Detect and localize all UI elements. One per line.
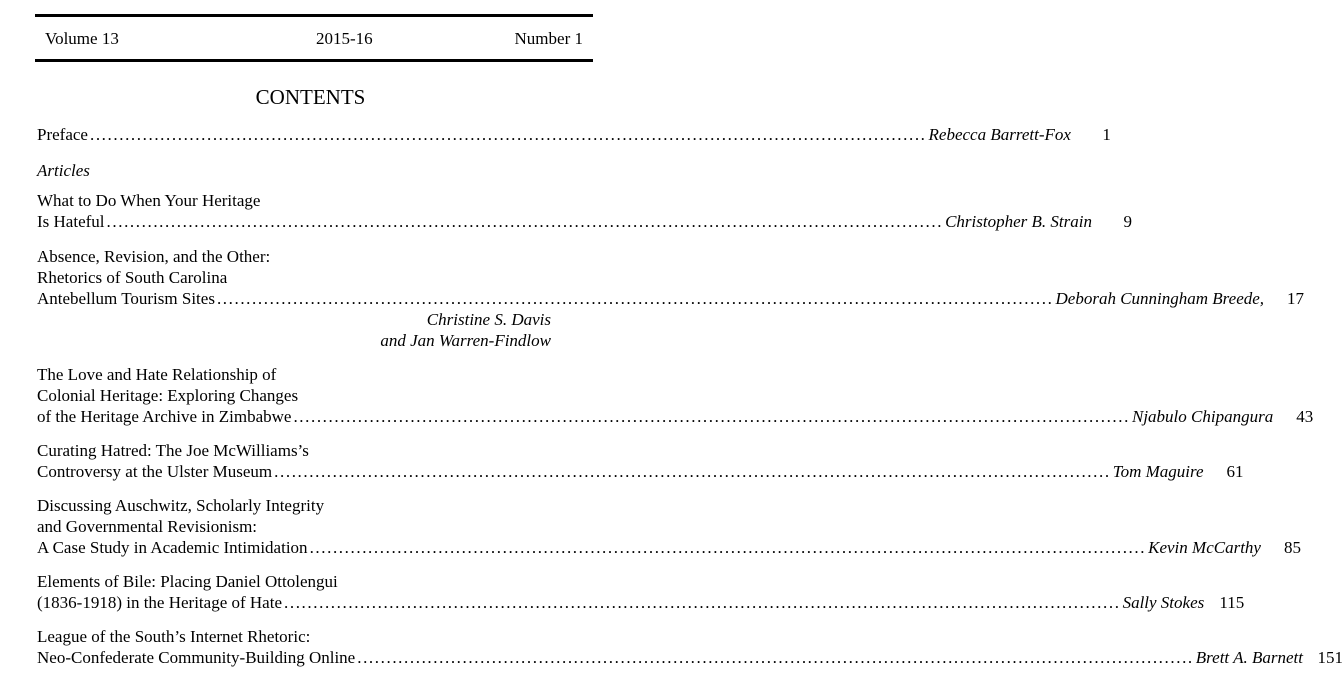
contents-title: CONTENTS xyxy=(255,85,366,109)
entry-title-line: Controversy at the Ulster Museum xyxy=(37,462,273,481)
entry-title-line: Antebellum Tourism Sites xyxy=(37,289,215,308)
entry-title-line: (1836-1918) in the Heritage of Hate xyxy=(37,593,282,612)
toc-entry[interactable] xyxy=(37,440,1244,482)
entry-title-line: Preface xyxy=(37,125,88,144)
entry-title-line: Elements of Bile: Placing Daniel Ottolengui xyxy=(37,572,338,591)
entry-title-line: League of the South’s Internet Rhetoric: xyxy=(37,627,311,646)
entry-page: 61 xyxy=(1226,462,1244,481)
table-of-contents xyxy=(37,124,1343,668)
toc-entry[interactable] xyxy=(37,364,1314,427)
volume-label: Volume 13 xyxy=(45,29,119,48)
entry-author: Tom Maguire xyxy=(1112,462,1204,481)
entry-title-line: Neo-Confederate Community-Building Online xyxy=(37,648,356,667)
entry-author: Christine S. Davis xyxy=(426,310,551,329)
journal-header xyxy=(35,29,593,51)
entry-author: Sally Stokes xyxy=(1122,593,1205,612)
toc-entry[interactable] xyxy=(37,190,1132,232)
toc-entry[interactable] xyxy=(37,246,1305,351)
entry-author: Deborah Cunningham Breede, xyxy=(1055,289,1265,308)
toc-entry[interactable] xyxy=(37,571,1245,613)
entry-title-line: Curating Hatred: The Joe McWilliams’s xyxy=(37,441,309,460)
toc-entry[interactable] xyxy=(37,626,1343,668)
leader-dots: ............................................................................................................................................... xyxy=(89,125,927,144)
entry-title-line: Colonial Heritage: Exploring Changes xyxy=(37,386,299,405)
leader-dots: ............................................................................................................................................... xyxy=(309,538,1147,557)
entry-title-line: Is Hateful xyxy=(37,212,105,231)
entry-page: 9 xyxy=(1123,212,1132,231)
entry-author: Kevin McCarthy xyxy=(1148,538,1261,557)
entry-author: Rebecca Barrett-Fox xyxy=(928,125,1071,144)
entry-author: Njabulo Chipangura xyxy=(1132,407,1274,426)
entry-page: 151 xyxy=(1317,648,1343,667)
leader-dots: ............................................................................................................................................... xyxy=(106,212,944,231)
section-heading-articles: Articles xyxy=(37,161,90,180)
entry-page: 115 xyxy=(1219,593,1245,612)
number-label: Number 1 xyxy=(514,29,583,48)
entry-title-line: Absence, Revision, and the Other: xyxy=(37,247,271,266)
entry-author: Christopher B. Strain xyxy=(945,212,1092,231)
entry-title-line: of the Heritage Archive in Zimbabwe xyxy=(37,407,292,426)
entry-title-line: and Governmental Revisionism: xyxy=(37,517,258,536)
entry-author: and Jan Warren-Findlow xyxy=(380,331,551,350)
entry-page: 43 xyxy=(1296,407,1314,426)
entry-author: Brett A. Barnett xyxy=(1195,648,1303,667)
toc-entry[interactable] xyxy=(37,495,1301,558)
entry-page: 1 xyxy=(1102,125,1111,144)
entry-page: 85 xyxy=(1283,538,1301,557)
entry-title-line: The Love and Hate Relationship of xyxy=(37,365,277,384)
leader-dots: ............................................................................................................................................... xyxy=(216,289,1054,308)
year-label: 2015-16 xyxy=(316,29,373,48)
leader-dots: ............................................................................................................................................... xyxy=(293,407,1130,426)
top-rule xyxy=(35,14,593,17)
entry-page: 17 xyxy=(1287,289,1305,308)
entry-title-line: What to Do When Your Heritage xyxy=(37,191,261,210)
entry-title-line: A Case Study in Academic Intimidation xyxy=(37,538,308,557)
leader-dots: ............................................................................................................................................... xyxy=(357,648,1194,667)
bottom-rule xyxy=(35,59,593,62)
entry-title-line: Rhetorics of South Carolina xyxy=(37,268,228,287)
entry-title-line: Discussing Auschwitz, Scholarly Integrity xyxy=(37,496,325,515)
toc-entry-preface[interactable] xyxy=(37,124,1111,145)
leader-dots: ............................................................................................................................................... xyxy=(284,593,1121,612)
leader-dots: ............................................................................................................................................... xyxy=(274,462,1111,481)
